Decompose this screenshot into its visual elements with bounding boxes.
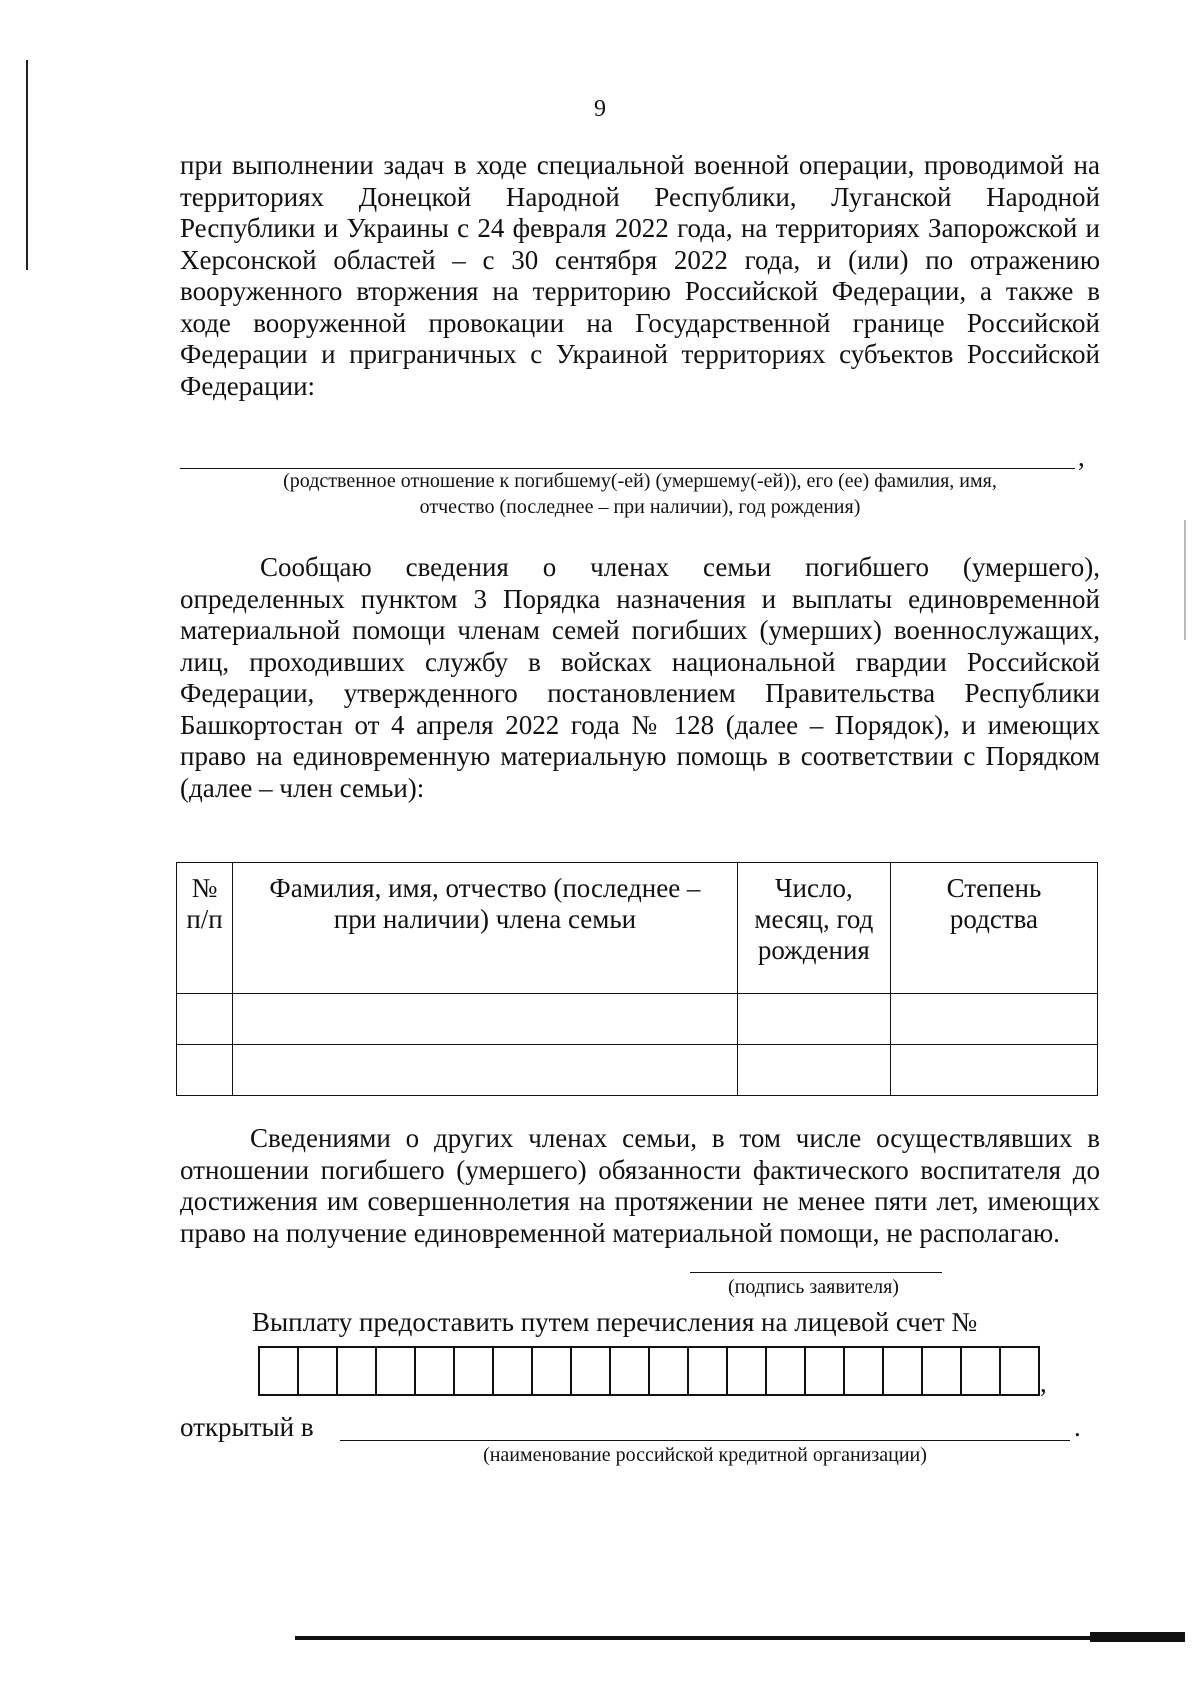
cell-relationship[interactable] — [890, 1045, 1097, 1096]
account-digit-box[interactable] — [416, 1346, 455, 1396]
account-digit-box[interactable] — [299, 1346, 338, 1396]
header-number — [177, 863, 233, 994]
other-members-paragraph: Сведениями о других членах семьи, в том числе осуществлявших в отношении погибшего (умершего) обязанности фактического воспитателя до достижения им совершеннолетия на протяжении не менее пяти лет, имеющих право на получение единовременной материальной помощи, не располагаю. — [180, 1123, 1100, 1248]
footer-divider — [295, 1636, 1185, 1640]
account-digit-box[interactable] — [923, 1346, 962, 1396]
header-full-name — [233, 863, 738, 994]
header-full-name-line1: Фамилия, имя, отчество (последнее – — [269, 873, 701, 903]
relation-caption-line2: отчество (последнее – при наличии), год рождения) — [419, 496, 861, 518]
table-row — [177, 994, 1098, 1045]
account-digit-box[interactable] — [260, 1346, 299, 1396]
header-birth-date-line3: рождения — [757, 935, 870, 965]
cell-number[interactable] — [177, 1045, 233, 1096]
report-paragraph: Сообщаю сведения о членах семьи погибшего (умершего), определенных пунктом 3 Порядка назначения и выплаты единовременной материальной помощи членам семей погибших (умерших) военнослужащих, лиц, проходивших службу в войсках национальной гвардии Российской Федерации, утвержденного постановлением Правительства Республики Башкортостан от 4 апреля 2022 года № 128 (далее – Порядок), и имеющих право на единовременную материальную помощь в соответствии с Порядком (далее – член семьи): — [180, 552, 1100, 803]
account-digit-box[interactable] — [728, 1346, 767, 1396]
cell-number[interactable] — [177, 994, 233, 1045]
cell-full-name[interactable] — [233, 1045, 738, 1096]
account-digit-box[interactable] — [377, 1346, 416, 1396]
account-digit-box[interactable] — [689, 1346, 728, 1396]
table-row — [177, 1045, 1098, 1096]
account-digit-box[interactable] — [650, 1346, 689, 1396]
header-birth-date-line1: Число, — [774, 873, 853, 903]
account-comma: , — [1040, 1368, 1047, 1398]
relation-caption-line1: (родственное отношение к погибшему(-ей) (умершему(-ей)), его (ее) фамилия, имя, — [283, 470, 997, 492]
account-digit-box[interactable] — [494, 1346, 533, 1396]
header-birth-date — [737, 863, 890, 994]
cell-birth-date[interactable] — [737, 994, 890, 1045]
header-relationship-line1: Степень — [946, 873, 1042, 903]
family-members-table — [176, 862, 1098, 1096]
cell-birth-date[interactable] — [737, 1045, 890, 1096]
bank-line-period: . — [1074, 1412, 1081, 1442]
account-digit-box[interactable] — [1001, 1346, 1040, 1396]
account-digit-box[interactable] — [611, 1346, 650, 1396]
account-digit-box[interactable] — [806, 1346, 845, 1396]
signature-caption: (подпись заявителя) — [728, 1276, 899, 1298]
account-digit-box[interactable] — [455, 1346, 494, 1396]
header-number-line2: п/п — [186, 904, 223, 934]
header-birth-date-line2: месяц, год — [754, 904, 874, 934]
relation-caption — [180, 468, 1100, 520]
footer-divider-thick — [1090, 1632, 1185, 1642]
cell-full-name[interactable] — [233, 994, 738, 1045]
bank-name-line[interactable] — [340, 1440, 1070, 1441]
account-number-boxes[interactable] — [258, 1346, 1040, 1396]
account-digit-box[interactable] — [338, 1346, 377, 1396]
intro-paragraph: при выполнении задач в ходе специальной военной операции, проводимой на территориях Донецкой Народной Республики, Луганской Народной Республики и Украины с 24 февраля 2022 года, на территориях Запорожской и Херсонской областей – с 30 сентября 2022 года, и (или) по отражению вооруженного вторжения на территорию Российской Федерации, а также в ходе вооруженной провокации на Государственной границе Российской Федерации и приграничных с Украиной территориях субъектов Российской Федерации: — [180, 150, 1100, 401]
scan-edge-mark-right — [1184, 520, 1186, 640]
page-number: 9 — [594, 96, 606, 122]
header-relationship — [890, 863, 1097, 994]
opened-in-label: открытый в — [180, 1412, 314, 1442]
bank-caption: (наименование российской кредитной организации) — [483, 1444, 927, 1466]
account-digit-box[interactable] — [962, 1346, 1001, 1396]
header-number-line1: № — [191, 873, 218, 903]
table-header-row — [177, 863, 1098, 994]
account-digit-box[interactable] — [767, 1346, 806, 1396]
signature-line[interactable] — [690, 1272, 942, 1273]
header-relationship-line2: родства — [949, 904, 1039, 934]
payment-instruction: Выплату предоставить путем перечисления на лицевой счет № — [252, 1307, 978, 1337]
account-digit-box[interactable] — [572, 1346, 611, 1396]
relation-line-comma: , — [1078, 442, 1085, 472]
account-digit-box[interactable] — [845, 1346, 884, 1396]
account-digit-box[interactable] — [533, 1346, 572, 1396]
cell-relationship[interactable] — [890, 994, 1097, 1045]
header-full-name-line2: при наличии) члена семьи — [333, 904, 637, 934]
scan-edge-mark — [26, 60, 28, 270]
account-digit-box[interactable] — [884, 1346, 923, 1396]
